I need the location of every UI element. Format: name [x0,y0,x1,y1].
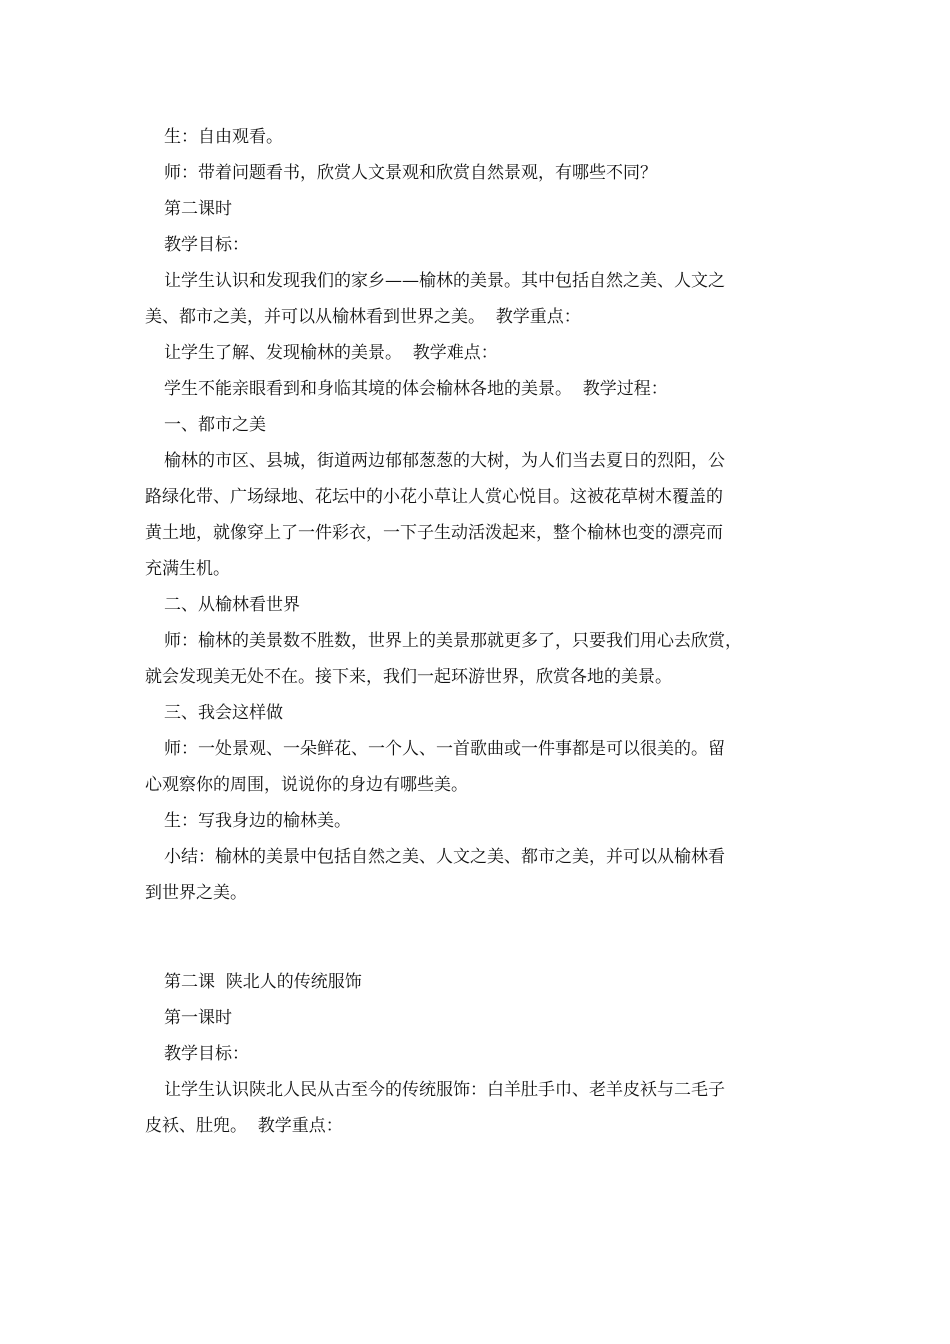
paragraph-line: 心观察你的周围，说说你的身边有哪些美。 [145,775,468,795]
subheading: 一、都市之美 [164,415,266,435]
paragraph-line: 让学生认识和发现我们的家乡——榆林的美景。其中包括自然之美、人文之 [164,271,725,291]
subheading: 三、我会这样做 [164,703,283,723]
paragraph-line: 就会发现美无处不在。接下来，我们一起环游世界，欣赏各地的美景。 [145,667,672,687]
subheading: 二、从榆林看世界 [164,595,300,615]
paragraph: 生：自由观看。 [164,127,283,147]
paragraph: 生：写我身边的榆林美。 [164,811,351,831]
paragraph: 师：带着问题看书，欣赏人文景观和欣赏自然景观，有哪些不同？ [164,163,657,183]
paragraph-line: 榆林的市区、县城，街道两边郁郁葱葱的大树，为人们当去夏日的烈阳，公 [164,451,725,471]
paragraph-line: 让学生认识陕北人民从古至今的传统服饰：白羊肚手巾、老羊皮袄与二毛子 [164,1080,725,1100]
lesson-text-block [145,119,805,911]
paragraph-line: 充满生机。 [145,559,230,579]
lesson-two-block [145,964,805,1144]
paragraph-line: 皮袄、肚兜。 教学重点： [145,1116,343,1136]
paragraph-line: 黄土地，就像穿上了一件彩衣，一下子生动活泼起来，整个榆林也变的漂亮而 [145,523,723,543]
section-label: 教学目标： [164,1044,249,1064]
paragraph-line: 小结：榆林的美景中包括自然之美、人文之美、都市之美，并可以从榆林看 [164,847,725,867]
lesson-title: 第二课 陕北人的传统服饰 [164,972,362,992]
paragraph: 学生不能亲眼看到和身临其境的体会榆林各地的美景。 教学过程： [164,379,668,399]
paragraph-line: 到世界之美。 [145,883,247,903]
paragraph: 让学生了解、发现榆林的美景。 教学难点： [164,343,498,363]
section-label: 教学目标： [164,235,249,255]
paragraph-line: 师：榆林的美景数不胜数，世界上的美景那就更多了，只要我们用心去欣赏， [164,631,742,651]
paragraph-line: 师：一处景观、一朵鲜花、一个人、一首歌曲或一件事都是可以很美的。留 [164,739,725,759]
paragraph-line: 美、都市之美，并可以从榆林看到世界之美。 教学重点： [145,307,581,327]
lesson-period-heading: 第一课时 [164,1008,232,1028]
paragraph-line: 路绿化带、广场绿地、花坛中的小花小草让人赏心悦目。这被花草树木覆盖的 [145,487,723,507]
lesson-period-heading: 第二课时 [164,199,232,219]
